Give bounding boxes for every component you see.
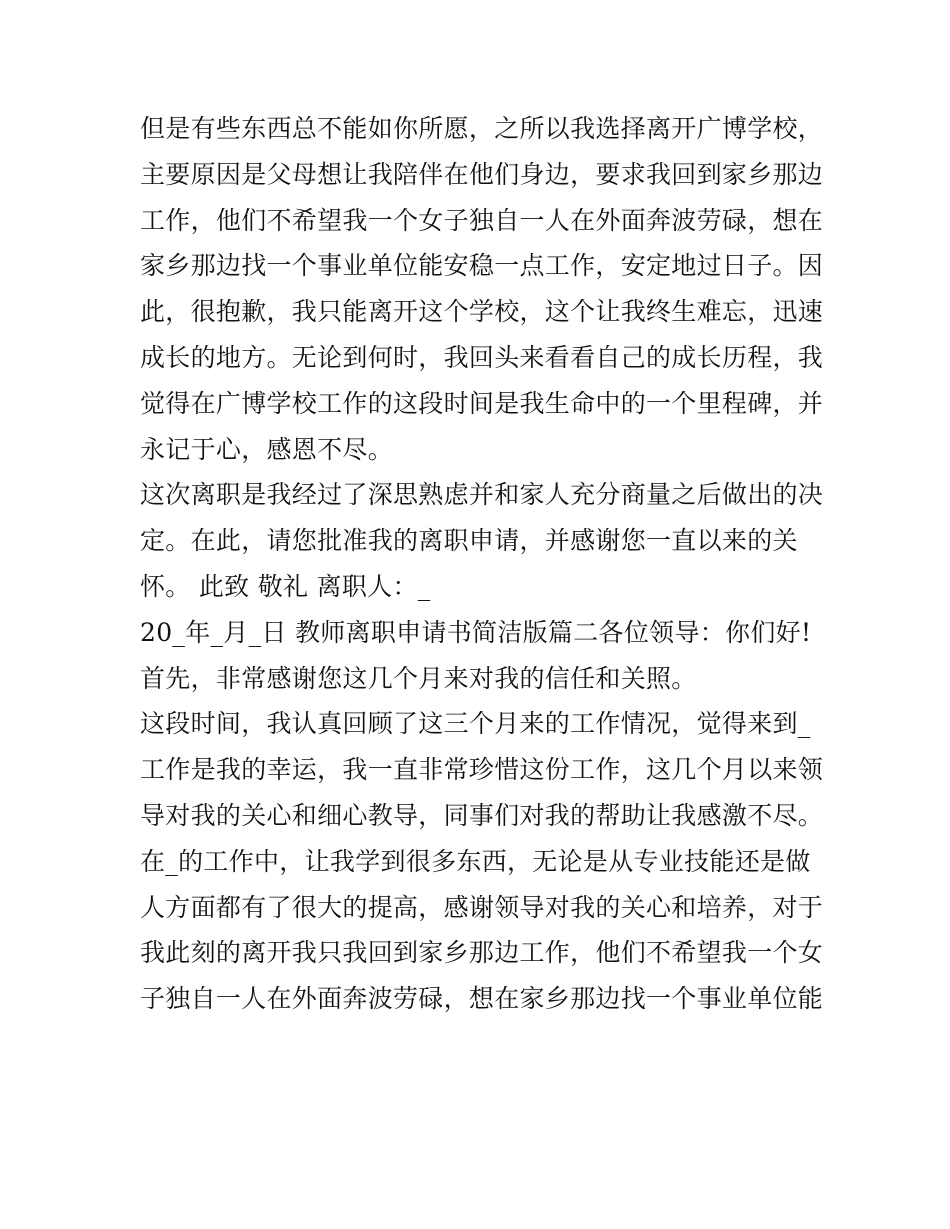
text-line: 家乡那边找一个事业单位能安稳一点工作，安定地过日子。因 [140, 251, 824, 281]
text-line: 主要原因是父母想让我陪伴在他们身边，要求我回到家乡那边 [140, 159, 824, 189]
text-line: 我此刻的离开我只我回到家乡那边工作，他们不希望我一个女 [140, 938, 824, 968]
text-line: 导对我的关心和细心教导，同事们对我的帮助让我感激不尽。 [140, 800, 824, 830]
text-line: 20_年_月_日 教师离职申请书简洁版篇二各位领导：你们好! [140, 617, 812, 647]
text-line: 觉得在广博学校工作的这段时间是我生命中的一个里程碑，并 [140, 388, 824, 418]
text-line: 这段时间，我认真回顾了这三个月来的工作情况，觉得来到_ [140, 709, 811, 739]
text-line: 人方面都有了很大的提高，感谢领导对我的关心和培养，对于 [140, 892, 824, 922]
text-line: 在_的工作中，让我学到很多东西，无论是从专业技能还是做 [140, 846, 811, 876]
text-line: 定。在此，请您批准我的离职申请，并感谢您一直以来的关 [140, 526, 798, 556]
text-line: 工作是我的幸运，我一直非常珍惜这份工作，这几个月以来领 [140, 755, 824, 785]
text-line: 此，很抱歉，我只能离开这个学校，这个让我终生难忘，迅速 [140, 297, 824, 327]
text-line: 怀。 此致 敬礼 离职人：_ [140, 571, 431, 601]
text-line: 这次离职是我经过了深思熟虑并和家人充分商量之后做出的决 [140, 480, 824, 510]
text-line: 但是有些东西总不能如你所愿，之所以我选择离开广博学校， [140, 114, 824, 143]
text-line: 首先，非常感谢您这几个月来对我的信任和关照。 [140, 663, 697, 693]
text-line: 成长的地方。无论到何时，我回头来看看自己的成长历程，我 [140, 342, 824, 372]
text-line: 工作，他们不希望我一个女子独自一人在外面奔波劳碌，想在 [140, 205, 824, 235]
text-line: 子独自一人在外面奔波劳碌，想在家乡那边找一个事业单位能 [140, 984, 824, 1014]
text-line: 永记于心，感恩不尽。 [140, 434, 394, 464]
document-body [140, 106, 824, 1022]
